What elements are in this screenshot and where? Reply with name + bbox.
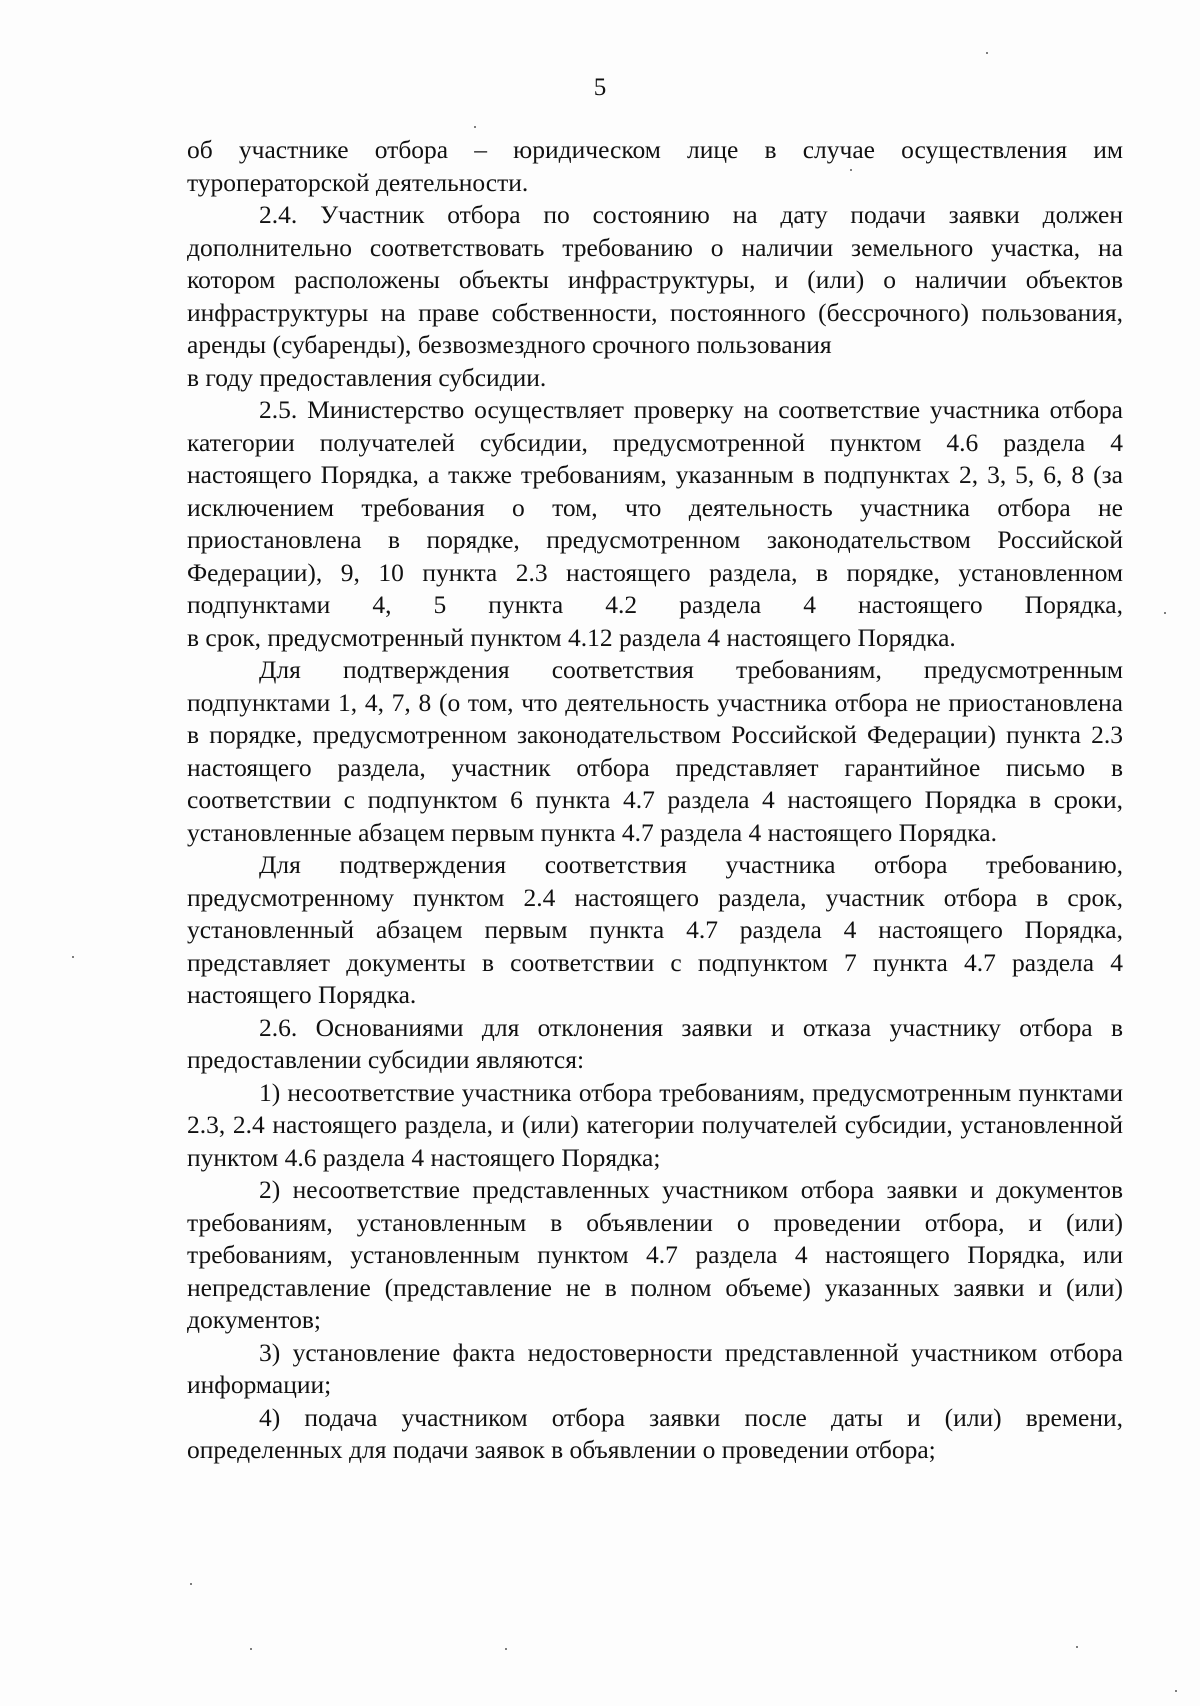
paragraph-clause-2-4-end: в году предоставления субсидии. <box>187 362 547 392</box>
paragraph-confirmation-documents: Для подтверждения соответствия участника отбора требованию, предусмотренному пунктом 2.4 настоящего раздела, участник отбора в срок, установленный абзацем первым пункта 4.7 раздела 4 настоящего Порядка, представляет документы в соответствии с подпунктом 7 пункта 4.7 раздела 4 настоящего Порядка. <box>187 850 1123 1009</box>
scan-speck <box>850 169 852 171</box>
scan-speck <box>1076 1646 1078 1648</box>
paragraph-clause-2-5-end: в срок, предусмотренный пунктом 4.12 раздела 4 настоящего Порядка. <box>187 622 956 652</box>
scan-speck <box>250 1648 252 1650</box>
page-number: 5 <box>593 74 607 101</box>
document-body <box>187 134 1123 1467</box>
paragraph-continuation: об участнике отбора – юридическом лице в случае осуществления им туроператорской деятельности. <box>187 135 1123 197</box>
scan-speck <box>72 956 74 958</box>
list-item-2: 2) несоответствие представленных участником отбора заявки и документов требованиям, установленным в объявлении о проведении отбора, и (или) требованиям, установленным пунктом 4.7 раздела 4 настоящего Порядка, или непредставление (представление не в полном объеме) указанных заявки и (или) документов; <box>187 1175 1123 1334</box>
list-item-1: 1) несоответствие участника отбора требованиям, предусмотренным пунктами 2.3, 2.4 настоящего раздела, и (или) категории получателей субсидии, установленной пунктом 4.6 раздела 4 настоящего Порядка; <box>187 1077 1123 1172</box>
scan-speck <box>505 1648 507 1650</box>
list-item-4: 4) подача участником отбора заявки после даты и (или) времени, определенных для подачи заявок в объявлении о проведении отбора; <box>187 1402 1123 1464</box>
paragraph-clause-2-6: 2.6. Основаниями для отклонения заявки и отказа участнику отбора в предоставлении субсидии являются: <box>187 1012 1123 1074</box>
scan-speck <box>1164 612 1166 614</box>
scan-speck <box>190 1583 192 1585</box>
scan-speck <box>986 52 988 54</box>
scan-speck <box>474 126 476 128</box>
paragraph-confirmation-guarantee: Для подтверждения соответствия требованиям, предусмотренным подпунктами 1, 4, 7, 8 (о том, что деятельность участника отбора не приостановлена в порядке, предусмотренном законодательством Российской Федерации) пункта 2.3 настоящего раздела, участник отбора представляет гарантийное письмо в соответствии с подпунктом 6 пункта 4.7 раздела 4 настоящего Порядка в сроки, установленные абзацем первым пункта 4.7 раздела 4 настоящего Порядка. <box>187 655 1123 847</box>
list-item-3: 3) установление факта недостоверности представленной участником отбора информации; <box>187 1337 1123 1399</box>
paragraph-clause-2-4: 2.4. Участник отбора по состоянию на дату подачи заявки должен дополнительно соответствовать требованию о наличии земельного участка, на котором расположены объекты инфраструктуры, и (или) о наличии объектов инфраструктуры на праве собственности, постоянного (бессрочного) пользования, аренды (субаренды), безвозмездного срочного пользования <box>187 200 1123 359</box>
paragraph-clause-2-5: 2.5. Министерство осуществляет проверку на соответствие участника отбора категории получателей субсидии, предусмотренной пунктом 4.6 раздела 4 настоящего Порядка, а также требованиям, указанным в подпунктах 2, 3, 5, 6, 8 (за исключением требования о том, что деятельность участника отбора не приостановлена в порядке, предусмотренном законодательством Российской Федерации), 9, 10 пункта 2.3 настоящего раздела, в порядке, установленном подпунктами 4, 5 пункта 4.2 раздела 4 настоящего Порядка, <box>187 395 1123 619</box>
scan-speck <box>1175 1690 1177 1692</box>
